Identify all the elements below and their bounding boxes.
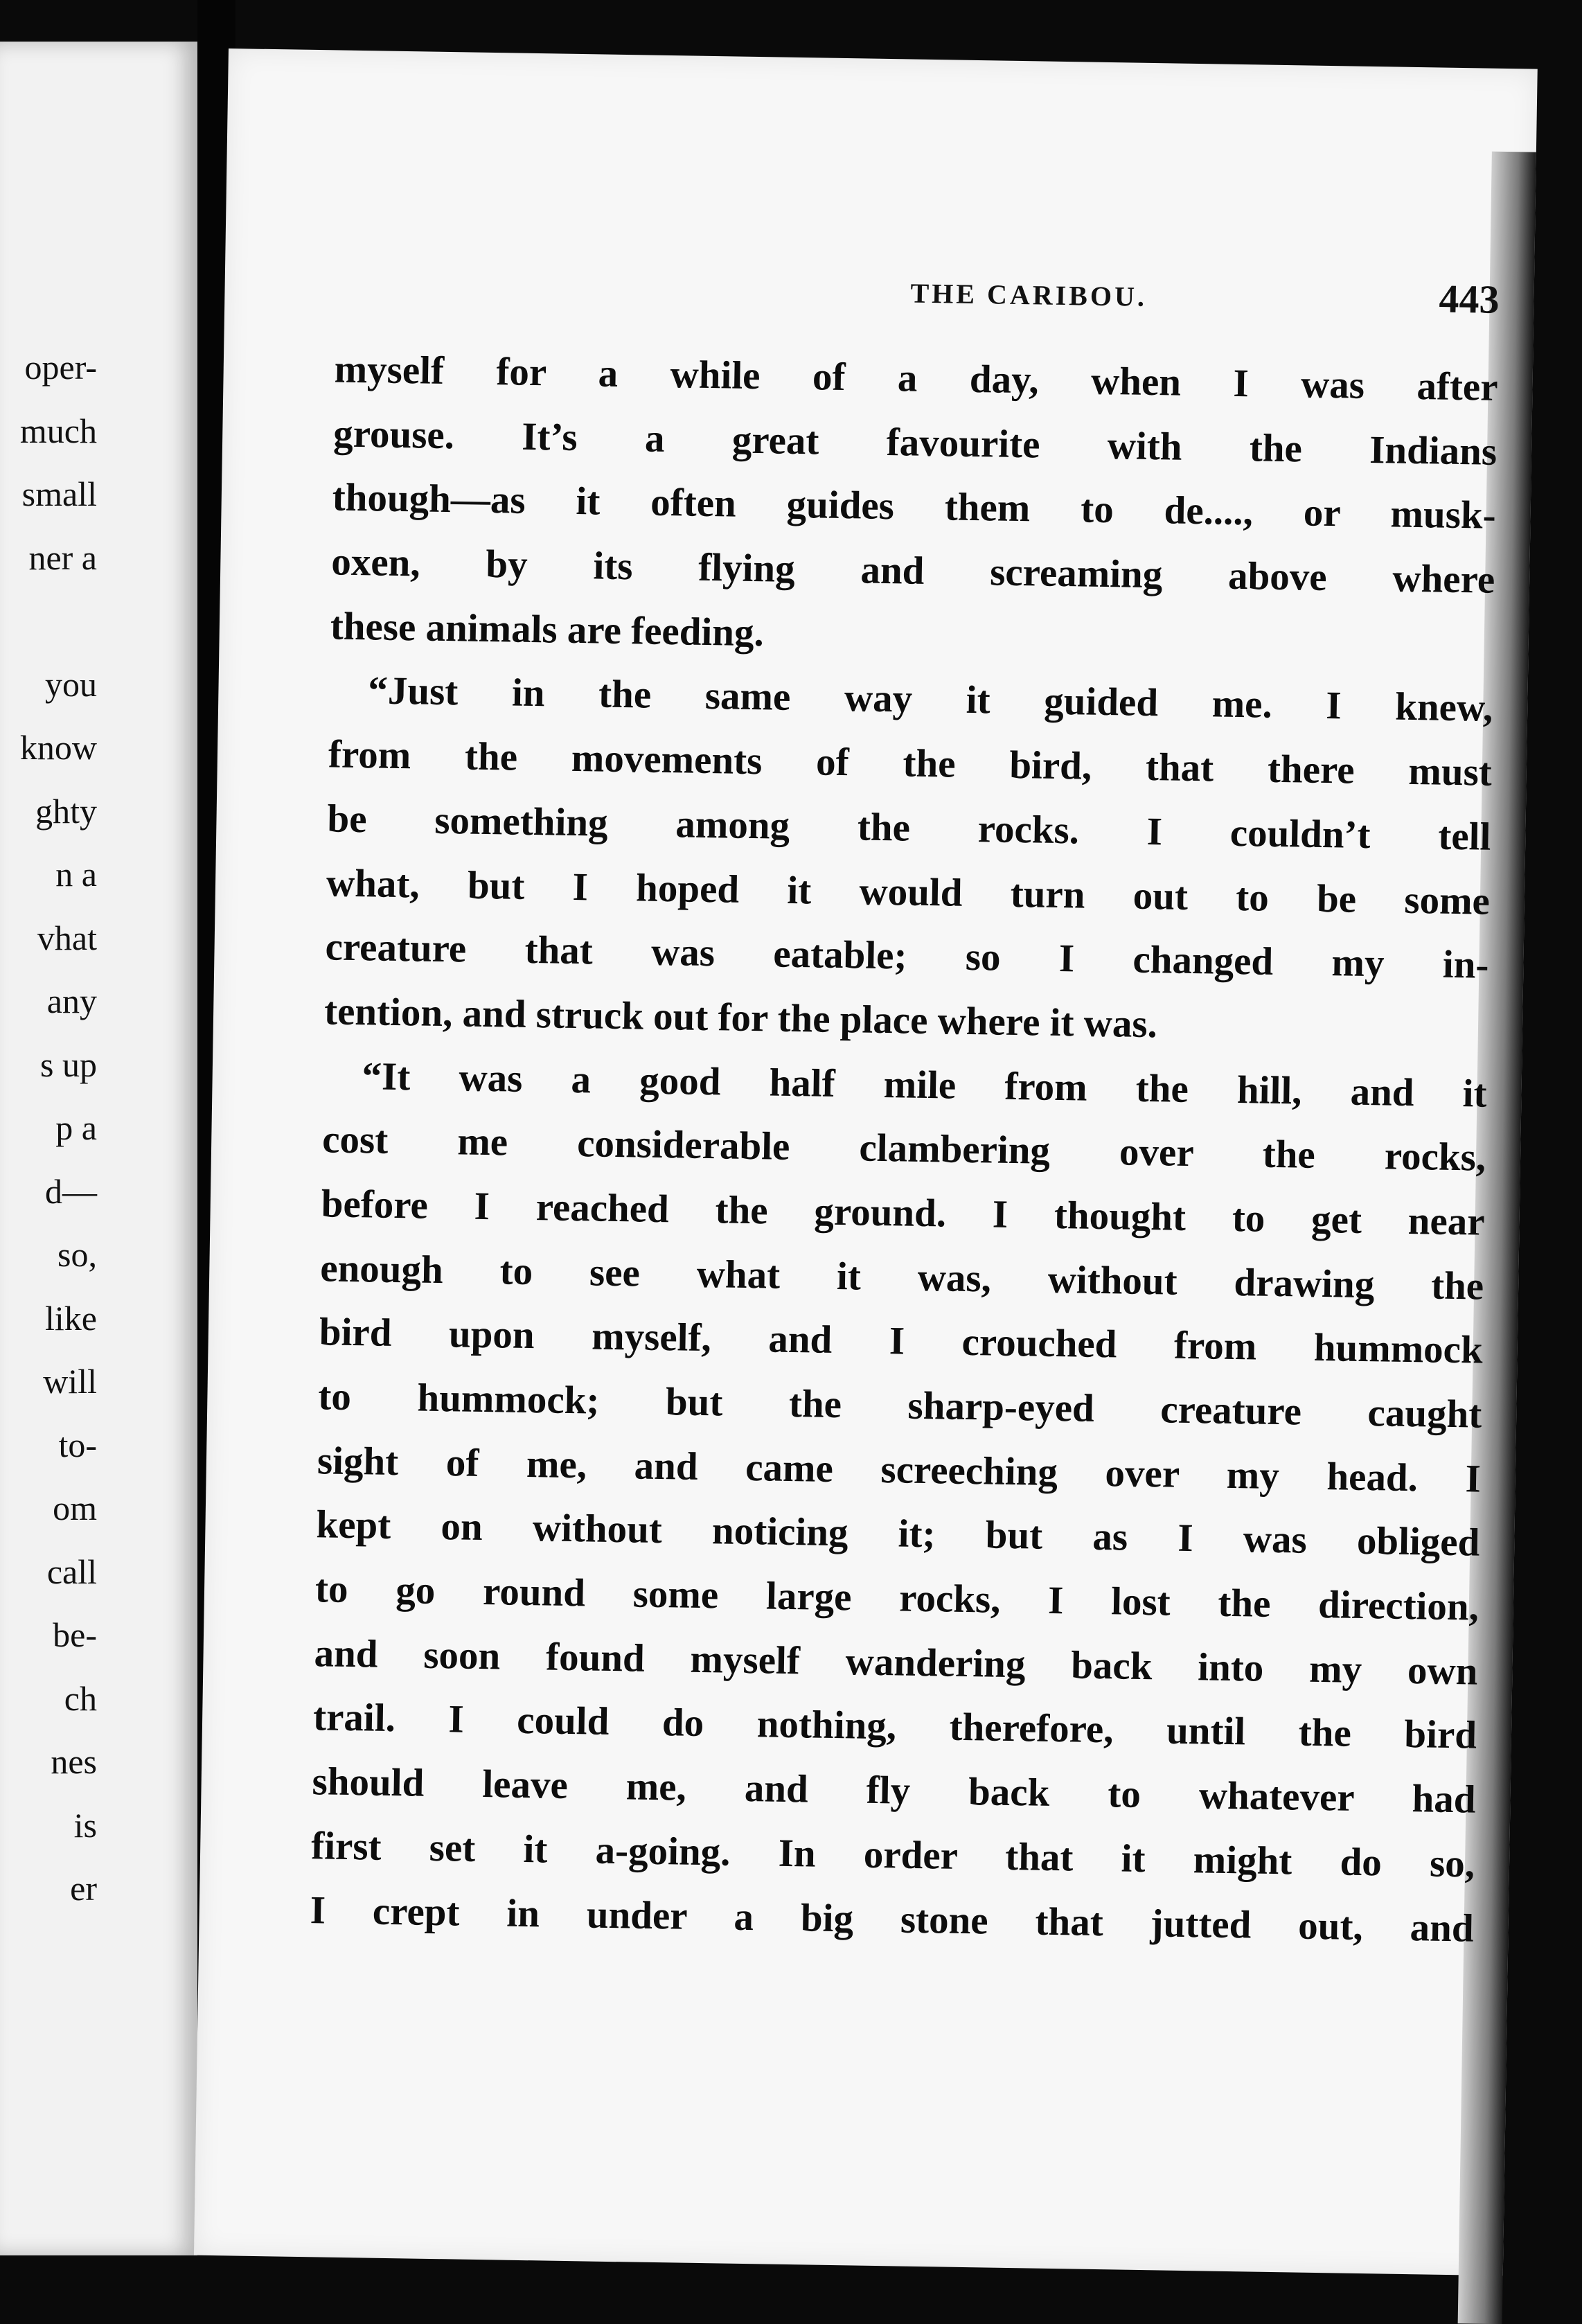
previous-page-fragment: p a (55, 1108, 97, 1147)
text-line: to hummock; but the sharp-eyed creature caught (317, 1374, 1482, 1437)
previous-page-fragment: d— (45, 1171, 97, 1211)
text-line: trail. I could do nothing, therefore, until the bird (312, 1695, 1477, 1758)
text-line: I crept in under a big stone that jutted out, and (310, 1888, 1475, 1951)
previous-page-fragment: er (70, 1869, 97, 1908)
previous-page-fragment: s up (40, 1045, 97, 1084)
previous-page-fragment: will (43, 1362, 97, 1401)
previous-page-fragment: be- (53, 1615, 97, 1654)
previous-page-fragment: like (45, 1298, 97, 1338)
previous-page-fragment: to- (58, 1425, 97, 1464)
text-line: be something among the rocks. I couldn’t tell (327, 797, 1491, 859)
previous-page-fragment: much (19, 411, 97, 450)
text-line: and soon found myself wandering back into my own (314, 1631, 1478, 1694)
text-line: should leave me, and fly back to whatever had (312, 1759, 1477, 1822)
previous-page-fragment: oper- (24, 348, 97, 387)
text-line: though—as it often guides them to de...., or musk- (332, 475, 1497, 538)
text-line: enough to see what it was, without drawing the (319, 1245, 1484, 1309)
previous-page-fragment: you (45, 664, 97, 704)
page-body (310, 337, 1498, 1960)
previous-page-fragment: ch (64, 1678, 97, 1718)
text-line: grouse. It’s a great favourite with the Indians (332, 411, 1497, 474)
text-line: cost me considerable clambering over the rocks, (321, 1117, 1486, 1180)
text-line: first set it a-going. In order that it might do so, (310, 1824, 1475, 1886)
text-line: from the movements of the bird, that there must (328, 732, 1493, 795)
previous-page-fragment: vhat (37, 918, 97, 957)
previous-page-fragment: any (46, 982, 97, 1020)
text-line: sight of me, and came screeching over my head. I (317, 1438, 1482, 1501)
text-line: these animals are feeding. (330, 604, 765, 655)
text-line: what, but I hoped it would turn out to be some (326, 860, 1491, 923)
book-page (194, 48, 1538, 2276)
previous-page-fragment: call (46, 1552, 97, 1591)
previous-page-fragment: know (19, 728, 97, 767)
text-line: “It was a good half mile from the hill, and it (362, 1054, 1488, 1116)
previous-page-fragment: small (21, 474, 97, 513)
text-line: “Just in the same way it guided me. I knew, (367, 668, 1493, 731)
previous-page-fragment: om (53, 1489, 97, 1527)
text-line: before I reached the ground. I thought to get near (321, 1182, 1486, 1244)
text-line: tention, and struck out for the place where it was. (323, 989, 1158, 1047)
text-line: myself for a while of a day, when I was after (334, 347, 1499, 409)
text-line: creature that was eatable; so I changed my in- (325, 925, 1489, 987)
previous-page-fragment: ner a (28, 538, 97, 577)
previous-page-fragment: so, (57, 1235, 97, 1274)
previous-page-fragment: ghty (35, 791, 97, 831)
text-line: kept on without noticing it; but as I was obliged (316, 1502, 1480, 1565)
previous-page-fragment: n a (55, 855, 97, 894)
text-line: bird upon myself, and I crouched from hummock (319, 1310, 1484, 1372)
page-number: 443 (1439, 276, 1500, 322)
text-line: oxen, by its flying and screaming above where (330, 540, 1495, 602)
previous-page-strip (0, 42, 197, 2255)
previous-page-fragment: is (73, 1805, 97, 1845)
page-header (335, 258, 1500, 331)
previous-page-fragment: nes (51, 1742, 97, 1781)
text-line: to go round some large rocks, I lost the direction, (314, 1567, 1479, 1629)
running-head: THE CARIBOU. (910, 277, 1148, 312)
